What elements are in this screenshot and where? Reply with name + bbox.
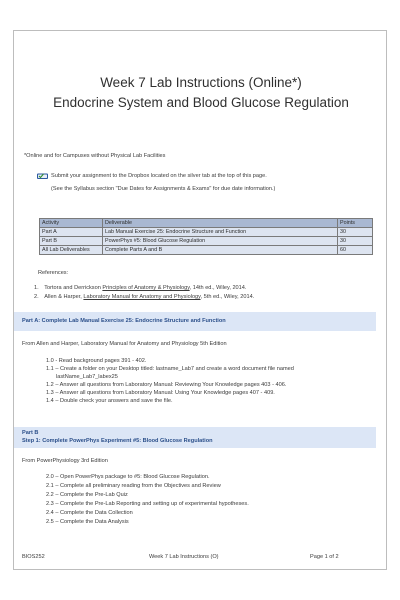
table-row [40,246,373,255]
list-item: lastName_Lab7_labex25 [56,374,118,380]
online-note: *Online and for Campuses without Physical Lab Facilities [24,153,166,159]
footer-page-number: Page 1 of 2 [310,554,339,560]
cell-activity: Part B [40,237,103,246]
reference-number: 1. [34,285,39,291]
part-a-heading: Part A: Complete Lab Manual Exercise 25: Endocrine Structure and Function [22,318,226,324]
reference-edition: , 14th ed., Wiley, 2014. [189,285,247,291]
cell-deliverable: Lab Manual Exercise 25: Endocrine Structure and Function [103,228,338,237]
reference-author: Tortora and Derrickson [44,285,103,291]
list-item: 1.3 – Answer all questions from Laboratory Manual: Using Your Knowledge pages 407 - 409. [46,390,275,396]
submit-badge-icon [37,172,48,180]
cell-deliverable: PowerPhys #5: Blood Glucose Regulation [103,237,338,246]
list-item: 1.2 – Answer all questions from Laboratory Manual: Reviewing Your Knowledge pages 403 - 406. [46,382,287,388]
list-item: 1.4 – Double check your answers and save the file. [46,398,173,404]
list-item: 2.0 – Open PowerPhys package to #5: Blood Glucose Regulation. [46,474,210,480]
cell-points: 30 [338,228,373,237]
list-item: 1.1 – Create a folder on your Desktop titled: lastname_Lab7 and create a word document file named [46,366,294,372]
reference-title-link[interactable]: Laboratory Manual for Anatomy and Physiology [83,294,201,300]
part-a-source: From Allen and Harper, Laboratory Manual for Anatomy and Physiology 5th Edition [22,341,227,347]
list-item: 2.1 – Complete all preliminary reading from the Objectives and Review [46,483,221,489]
cell-points: 60 [338,246,373,255]
reference-item [34,294,254,300]
reference-edition: , 5th ed., Wiley, 2014. [200,294,255,300]
list-item: 1.0 - Read background pages 391 - 402. [46,358,147,364]
list-item: 2.4 – Complete the Data Collection [46,510,133,516]
cell-points: 30 [338,237,373,246]
footer-course-code: BIOS252 [22,554,45,560]
cell-activity: All Lab Deliverables [40,246,103,255]
part-b-heading: Part B [22,430,39,436]
header-activity: Activity [40,219,103,228]
reference-item [34,285,246,291]
part-b-step-heading: Step 1: Complete PowerPhys Experiment #5: Blood Glucose Regulation [22,438,213,444]
table-row [40,228,373,237]
due-date-note: (See the Syllabus section "Due Dates for Assignments & Exams" for due date information.) [51,186,276,192]
header-points: Points [338,219,373,228]
table-header-row [40,219,373,228]
table-row [40,237,373,246]
cell-deliverable: Complete Parts A and B [103,246,338,255]
part-b-source: From PowerPhysiology 3rd Edition [22,458,108,464]
list-item: 2.5 – Complete the Data Analysis [46,519,129,525]
reference-title-link[interactable]: Principles of Anatomy & Physiology [102,285,190,291]
document-page [13,30,387,570]
header-deliverable: Deliverable [103,219,338,228]
deliverables-table [39,218,373,255]
cell-activity: Part A [40,228,103,237]
list-item: 2.3 – Complete the Pre-Lab Reporting and setting up of experimental hypotheses. [46,501,249,507]
reference-number: 2. [34,294,39,300]
page-subtitle: Endocrine System and Blood Glucose Regulation [53,95,349,110]
page-title: Week 7 Lab Instructions (Online*) [100,75,302,90]
footer-document-title: Week 7 Lab Instructions (O) [149,554,219,560]
references-label: References: [38,270,69,276]
reference-author: Allen & Harper, [44,294,84,300]
list-item: 2.2 – Complete the Pre-Lab Quiz [46,492,128,498]
submit-instruction: Submit your assignment to the Dropbox located on the silver tab at the top of this page. [51,173,267,179]
